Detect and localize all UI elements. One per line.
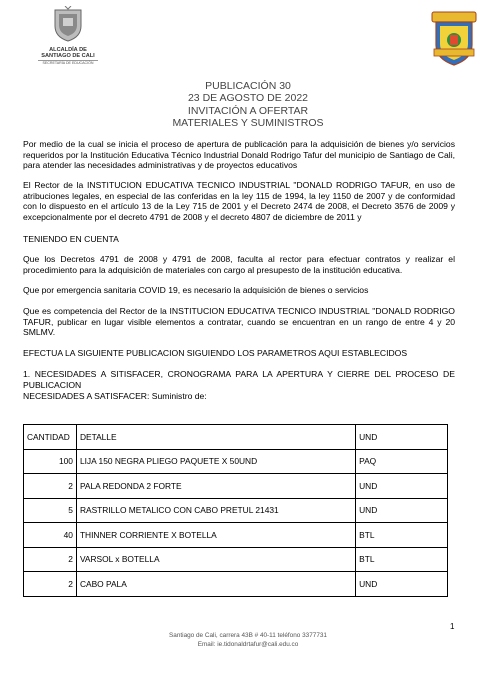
header-detalle: DETALLE	[76, 425, 355, 450]
paragraph-needs-heading: 1. NECESIDADES A SITISFACER, CRONOGRAMA PARA LA APERTURA Y CIERRE DEL PROCESO DE PUBLICACION	[23, 369, 455, 390]
cell-unit: PAQ	[356, 449, 448, 474]
logo-line-2: SANTIAGO DE CALI	[41, 53, 95, 59]
header-cantidad: CANTIDAD	[24, 425, 77, 450]
supplies-table	[23, 424, 448, 597]
logo-line-1: ALCALDÍA DE	[49, 47, 87, 53]
table-row	[24, 572, 448, 597]
logo-line-3: SECRETARÍA DE EDUCACIÓN	[38, 60, 98, 66]
header-und: UND	[356, 425, 448, 450]
cell-unit: UND	[356, 572, 448, 597]
title-line-4: MATERIALES Y SUMINISTROS	[172, 117, 324, 129]
cell-detail: THINNER CORRIENTE X BOTELLA	[76, 523, 355, 548]
table-row	[24, 449, 448, 474]
cali-coat-of-arms-icon	[51, 6, 85, 42]
paragraph-publication: EFECTUA LA SIGUIENTE PUBLICACION SIGUIENDO LOS PARAMETROS AQUI ESTABLECIDOS	[23, 348, 408, 358]
cell-unit: UND	[356, 498, 448, 523]
alcaldia-logo	[38, 6, 98, 66]
cell-quantity: 100	[24, 449, 77, 474]
cell-detail: VARSOL x BOTELLA	[76, 547, 355, 572]
footer-address: Santiago de Cali, carrera 43B # 40-11 teléfono 3377731	[169, 632, 327, 639]
cell-quantity: 40	[24, 523, 77, 548]
paragraph-intro: Por medio de la cual se inicia el proceso de apertura de publicación para la adquisición de bienes y/o servicios requeridos por la Institución Educativa Técnico Industrial Donald Rodrigo Tafur del municipio de Santiago de Cali, para atender las necesidades administrativas y de proyectos educativos	[23, 139, 455, 171]
cell-quantity: 2	[24, 474, 77, 499]
footer-email: Email: ie.tidonaldrtafur@cali.edu.co	[197, 641, 299, 648]
cell-unit: BTL	[356, 547, 448, 572]
paragraph-supplies: NECESIDADES A SATISFACER: Suministro de:	[23, 391, 207, 401]
title-line-3: INVITACIÓN A OFERTAR	[187, 105, 309, 117]
cell-unit: BTL	[356, 523, 448, 548]
paragraph-considering: TENIENDO EN CUENTA	[23, 234, 119, 244]
table-row	[24, 474, 448, 499]
page-number: 1	[450, 622, 455, 631]
table-row	[24, 523, 448, 548]
school-crest-icon	[430, 9, 478, 67]
paragraph-decrees: Que los Decretos 4791 de 2008 y 4791 de 2008, faculta al rector para efectuar contratos y realizar el procedimiento para la adquisición de materiales con cargo al presupesto de la institución educativa.	[23, 254, 455, 275]
title-line-1: PUBLICACIÓN 30	[205, 80, 291, 92]
cell-detail: CABO PALA	[76, 572, 355, 597]
cell-detail: PALA REDONDA 2 FORTE	[76, 474, 355, 499]
paragraph-rector: El Rector de la INSTITUCION EDUCATIVA TECNICO INDUSTRIAL "DONALD RODRIGO TAFUR, en uso de atribuciones legales, en especial de las conferidas en la ley 115 de 1994, la ley 1150 de 2007 y de conformidad con lo dispuesto en el artículo 13 de la Ley 715 de 2001 y el Decreto 2474 de 2008, el Decreto 3576 de 2009 y excepcionalmente por el decreto 4791 de 2008 y el decreto 4807 de diciembre de 2011 y	[23, 180, 455, 222]
table-row	[24, 498, 448, 523]
cell-quantity: 2	[24, 572, 77, 597]
cell-detail: LIJA 150 NEGRA PLIEGO PAQUETE X 50UND	[76, 449, 355, 474]
table-header-row	[24, 425, 448, 450]
cell-quantity: 2	[24, 547, 77, 572]
cell-unit: UND	[356, 474, 448, 499]
title-line-2: 23 DE AGOSTO DE 2022	[187, 92, 309, 104]
table-row	[24, 547, 448, 572]
cell-detail: RASTRILLO METALICO CON CABO PRETUL 21431	[76, 498, 355, 523]
school-logo	[430, 9, 478, 67]
paragraph-competence: Que es competencia del Rector de la INSTITUCION EDUCATIVA TECNICO INDUSTRIAL "DONALD RODRIGO TAFUR, publicar en lugar visible elementos a contratar, cuando se encuentran en un rango de entre 4 y 20 SMLMV.	[23, 306, 455, 338]
cell-quantity: 5	[24, 498, 77, 523]
paragraph-covid: Que por emergencia sanitaria COVID 19, es necesario la adquisición de bienes o servicios	[23, 285, 369, 295]
